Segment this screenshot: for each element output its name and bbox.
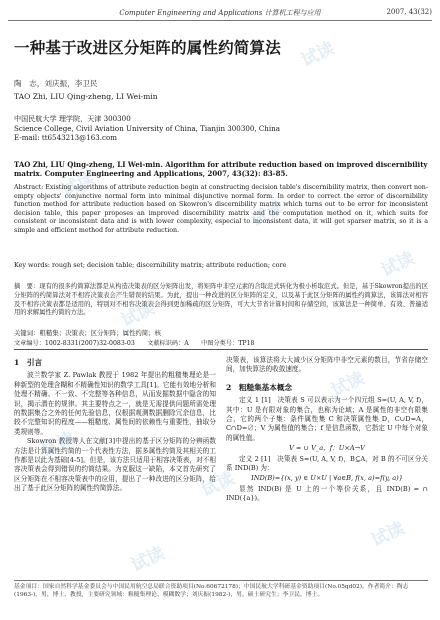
watermark: 试读 xyxy=(368,518,408,552)
authors-chinese: 陶 志，刘庆振，李卫民 xyxy=(14,79,98,88)
section-heading: 1 引言 xyxy=(14,358,43,367)
section-heading: 2 粗糙集基本概念 xyxy=(226,382,293,392)
paragraph: Skowron 教授等人在文献[3]中提出的基于区分矩阵的分辨函数方法是计算属性约简的一个代表性方法，据多属性约简及其相关的工作都是以此为基础[4-5]。但是，该方法只适用于相容决策表，对不相容决策表会得到错误的约简结果。为克服这一缺陷，本文首先研究了区分矩阵在不相容决策表中的应用，提出了一种改进的区分矩阵，给出了基于此区分矩阵的属性约简算法。 xyxy=(14,437,216,493)
definition: 定义 1 [1] 决策表 S 可以表示为一个四元组 S=(U, A, V, f)，其中：U 是有限对象的集合，也称为论域；A 是属性的非空有限集合，它的两个子集：条件属性集 C 和决策属性集 D，C∪D=A，C∩D=∅；V 为属性值的集合；f 是信息函数，它指定 U 中每个对象的属性值。 xyxy=(226,396,428,442)
keywords-chinese: 关键词：粗糙集；决策表；区分矩阵；属性约简；核 xyxy=(14,329,161,337)
document-codes: 文章编号：1002-8331(2007)32-0083-03 文献标识码：A 中图分类号：TP18 xyxy=(14,340,255,347)
section-divider xyxy=(14,349,428,350)
watermark: 试读 xyxy=(128,543,168,577)
affiliation-line: Science College, Civil Aviation University of China, Tianjin 300300, China xyxy=(14,123,280,133)
keywords-english: Key words: rough set; decision table; discernibility matrix; attribute reduction; core xyxy=(14,261,287,269)
definition: 定义 2 [1] 决策表 S=(U, A, V, f)，B⊆A，对 B 的不可区分关系 IND(B) 为： xyxy=(226,454,428,473)
watermark: 试读 xyxy=(378,248,418,282)
watermark: 试读 xyxy=(328,368,368,402)
paragraph: 波兰数学家 Z. Pawlak 教授于 1982 年提出的粗糙集理论是一种新型的处理含糊和不精确性知识的数学工具[1]。它能有效地分析和处理不精确、不一致、不完整等各种信息，从而发掘数据中隐含的知识，揭示潜在的规律。其主要特点之一，就是无需提供问题所需处理的数据集合之外的任何先验信息，仅根据观测数据删除冗余信息，比较不完整知识的程度——粗糙度、属性间的依赖性与重要性，抽取分类规则等。 xyxy=(14,371,216,436)
affiliation-block xyxy=(14,114,394,143)
affiliation-line: 中国民航大学 理学院，天津 300300 xyxy=(14,114,131,123)
body-column-left xyxy=(14,356,216,494)
journal-name: Computer Engineering and Applications 计算机工程与应用 xyxy=(119,9,321,17)
abstract-chinese: 摘 要：现有的很多约简算法都是从构造决策表的区分矩阵出发，将矩阵中非空元素的合取范式转化为极小析取范式。但是，基于Skowron提出的区分矩阵的约简算法对不相容决策表会产生错误的结果。为此，提出一种改进的区分矩阵的定义，以及基于此区分矩阵的属性约简算法，该算法对相容及不相容决策表都是适用的，特别对不相容决策表会得到更加稀疏的区分矩阵，可大大节省计算时间和存储空间，该算法是一种简单、有效、普遍适用的求解属性约简的方法。 xyxy=(14,283,428,317)
body-column-right xyxy=(226,356,428,504)
issue-number: 2007, 43(32) xyxy=(386,8,432,16)
formula: V = ∪ V_a，f：U×A→V xyxy=(289,444,365,453)
watermark: 试读 xyxy=(248,198,288,232)
watermark: 试读 xyxy=(198,468,238,502)
watermark: 试读 xyxy=(298,38,338,72)
paragraph: 显然 IND(B) 是 U 上的一个等价关系，且 IND(B) = ∩ IND({a})。 xyxy=(226,484,428,503)
running-header xyxy=(8,8,432,21)
paper-title: 一种基于改进区分矩阵的属性约简算法 xyxy=(14,38,281,57)
footnote: 基金项目：国家自然科学基金委员会与中国民用航空总局联合资助项目(No.60672178)；中国民航大学科研基金资助项目(No.05qd02)。作者简介：陶志(1963-)，男，博士，教授，主要研究领域：粗糙集理论、模糊数学；刘庆振(1982-)，男，硕士研究生；李卫民，博士。 xyxy=(14,580,428,599)
paragraph: 决策表，该算法将大大减少区分矩阵中非空元素的数目，节省存储空间，加快算法的收敛速度。 xyxy=(226,356,428,374)
authors-english: TAO Zhi, LIU Qing-zheng, LI Wei-min xyxy=(14,92,158,101)
author-email: E-mail: tt6543213@163.com xyxy=(14,133,117,143)
abstract-english: Abstract: Existing algorithms of attribute reduction begin at constructing decision table's discernibility matrix, then convert non-empty objects' conjunctive normal form into minimal disjunctive normal form. In order to correct the error of discernibility function method for attribute reduction based on Skowron's discernibility matrix which turns out to be error for inconsistent decision table, this paper proposes an improved discernibility matrix and the computation method on it, which suits for consistent or inconsistent data and is with lower complexity, especial to inconsistent data, it will get sparser matrix, so it is a simple and efficient method for attribute reduction. xyxy=(14,184,428,234)
citation: TAO Zhi, LIU Qing-zheng, LI Wei-min. Algorithm for attribute reduction based on improved discernibility matrix. Computer Engineering and Applications, 2007, 43(32): 83-85. xyxy=(14,160,428,179)
watermark: 试读 xyxy=(38,428,78,462)
watermark: 试读 xyxy=(118,298,158,332)
watermark: 试读 xyxy=(58,168,98,202)
formula: IND(B)={(x, y) ∈ U×U | ∀a∈B, f(x, a)=f(y, a)} xyxy=(251,474,403,483)
